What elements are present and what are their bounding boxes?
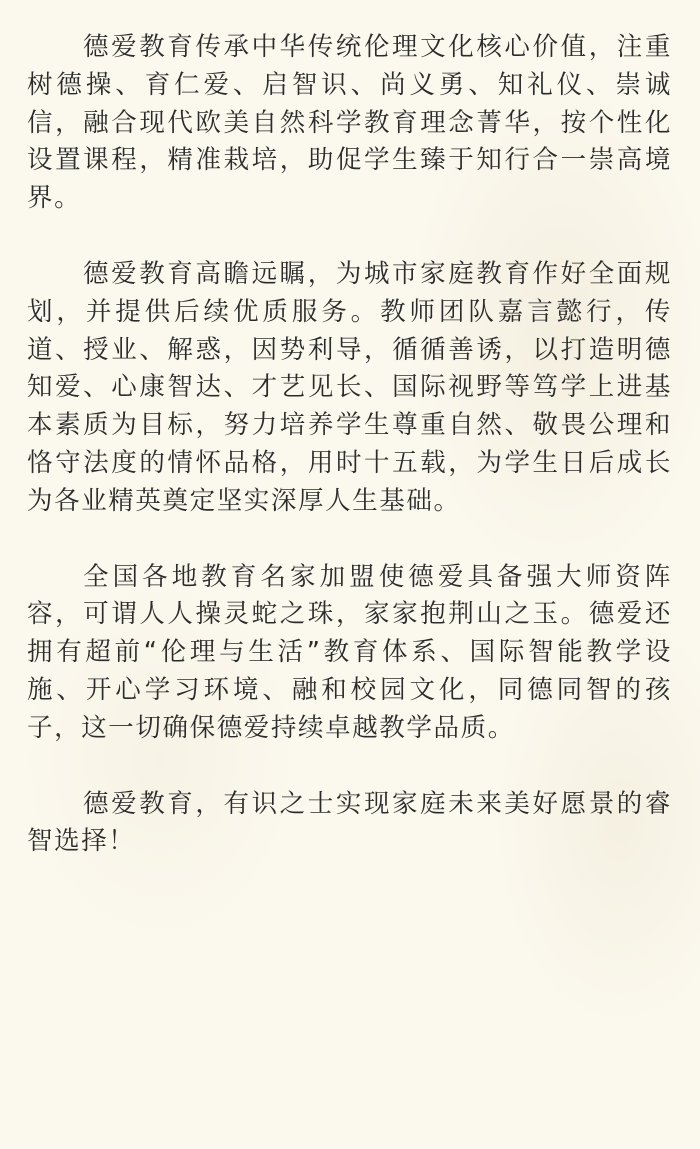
paragraph-planning: 德爱教育高瞻远瞩，为城市家庭教育作好全面规划，并提供后续优质服务。教师团队嘉言懿行，传道、授业、解惑，因势利导，循循善诱，以打造明德知爱、心康智达、才艺见长、国际视野等笃学上进基本素质为目标，努力培养学生尊重自然、敬畏公理和恪守法度的情怀品格，用时十五载，为学生日后成长为各业精英奠定坚实深厚人生基础。: [27, 258, 672, 516]
paragraph-faculty: 全国各地教育名家加盟使德爱具备强大师资阵容，可谓人人操灵蛇之珠，家家抱荆山之玉。德爱还拥有超前“伦理与生活”教育体系、国际智能教学设施、开心学习环境、融和校园文化，同德同智的孩子，这一切确保德爱持续卓越教学品质。: [27, 561, 672, 743]
paragraph-values: 德爱教育传承中华传统伦理文化核心价值，注重树德操、育仁爱、启智识、尚义勇、知礼仪、崇诚信，融合现代欧美自然科学教育理念菁华，按个性化设置课程，精准栽培，助促学生臻于知行合一崇高境界。: [27, 32, 672, 214]
paragraph-conclusion: 德爱教育，有识之士实现家庭未来美好愿景的睿智选择！: [27, 788, 672, 857]
